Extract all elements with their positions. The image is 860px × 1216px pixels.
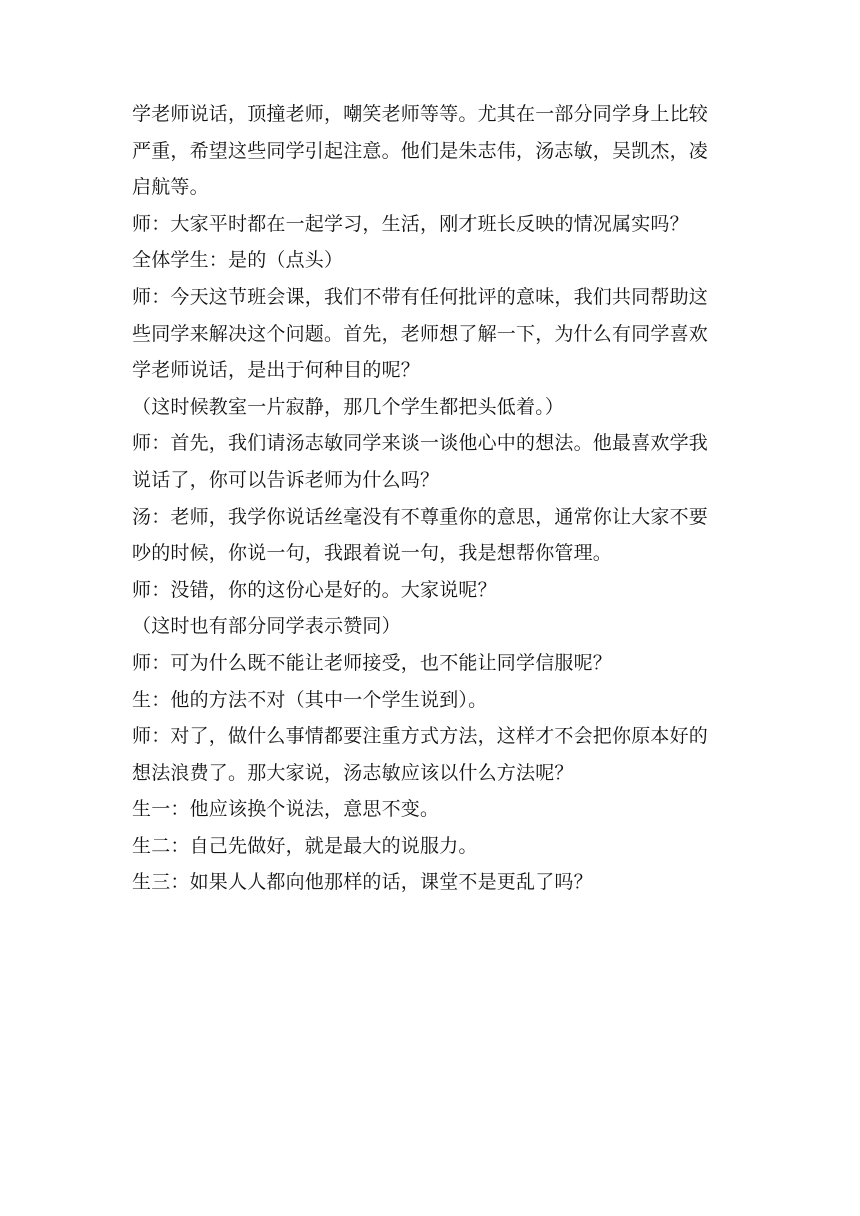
text-line: 生一：他应该换个说法，意思不变。 (132, 798, 440, 821)
text-line: 师：可为什么既不能让老师接受，也不能让同学信服呢？ (132, 651, 613, 674)
text-line: 学老师说话，顶撞老师，嘲笑老师等等。尤其在一部分同学身上比较 (132, 103, 709, 125)
text-line: 说话了，你可以告诉老师为什么吗？ (132, 468, 440, 491)
text-line: 想法浪费了。那大家说，汤志敏应该以什么方法呢？ (132, 761, 574, 784)
text-line: 全体学生：是的（点头） (132, 249, 344, 272)
text-line: （这时也有部分同学表示赞同） (132, 615, 401, 638)
text-line: 学老师说话，是出于何种目的呢？ (132, 359, 421, 382)
text-line: 师：没错，你的这份心是好的。大家说呢？ (132, 578, 497, 601)
text-line: 严重，希望这些同学引起注意。他们是朱志伟，汤志敏，吴凯杰，凌 (132, 139, 709, 162)
text-line: 师：首先，我们请汤志敏同学来谈一谈他心中的想法。他最喜欢学我 (132, 432, 709, 455)
text-line: 汤：老师，我学你说话丝毫没有不尊重你的意思，通常你让大家不要 (132, 505, 709, 528)
text-line: 师：对了，做什么事情都要注重方式方法，这样才不会把你原本好的 (132, 725, 709, 748)
text-line: 吵的时候，你说一句，我跟着说一句，我是想帮你管理。 (132, 542, 613, 565)
text-line: 师：今天这节班会课，我们不带有任何批评的意味，我们共同帮助这 (132, 285, 709, 308)
text-line: 些同学来解决这个问题。首先，老师想了解一下，为什么有同学喜欢 (132, 322, 709, 345)
text-line: 生：他的方法不对（其中一个学生说到）。 (132, 688, 488, 711)
text-line: 启航等。 (132, 176, 209, 199)
text-line: 生三：如果人人都向他那样的话，课堂不是更乱了吗？ (132, 871, 593, 894)
text-line: 生二：自己先做好，就是最大的说服力。 (132, 834, 478, 857)
text-line: 师：大家平时都在一起学习，生活，刚才班长反映的情况属实吗？ (132, 212, 689, 235)
text-line: （这时候教室一片寂静，那几个学生都把头低着。） (132, 395, 565, 418)
document-body (132, 96, 732, 901)
